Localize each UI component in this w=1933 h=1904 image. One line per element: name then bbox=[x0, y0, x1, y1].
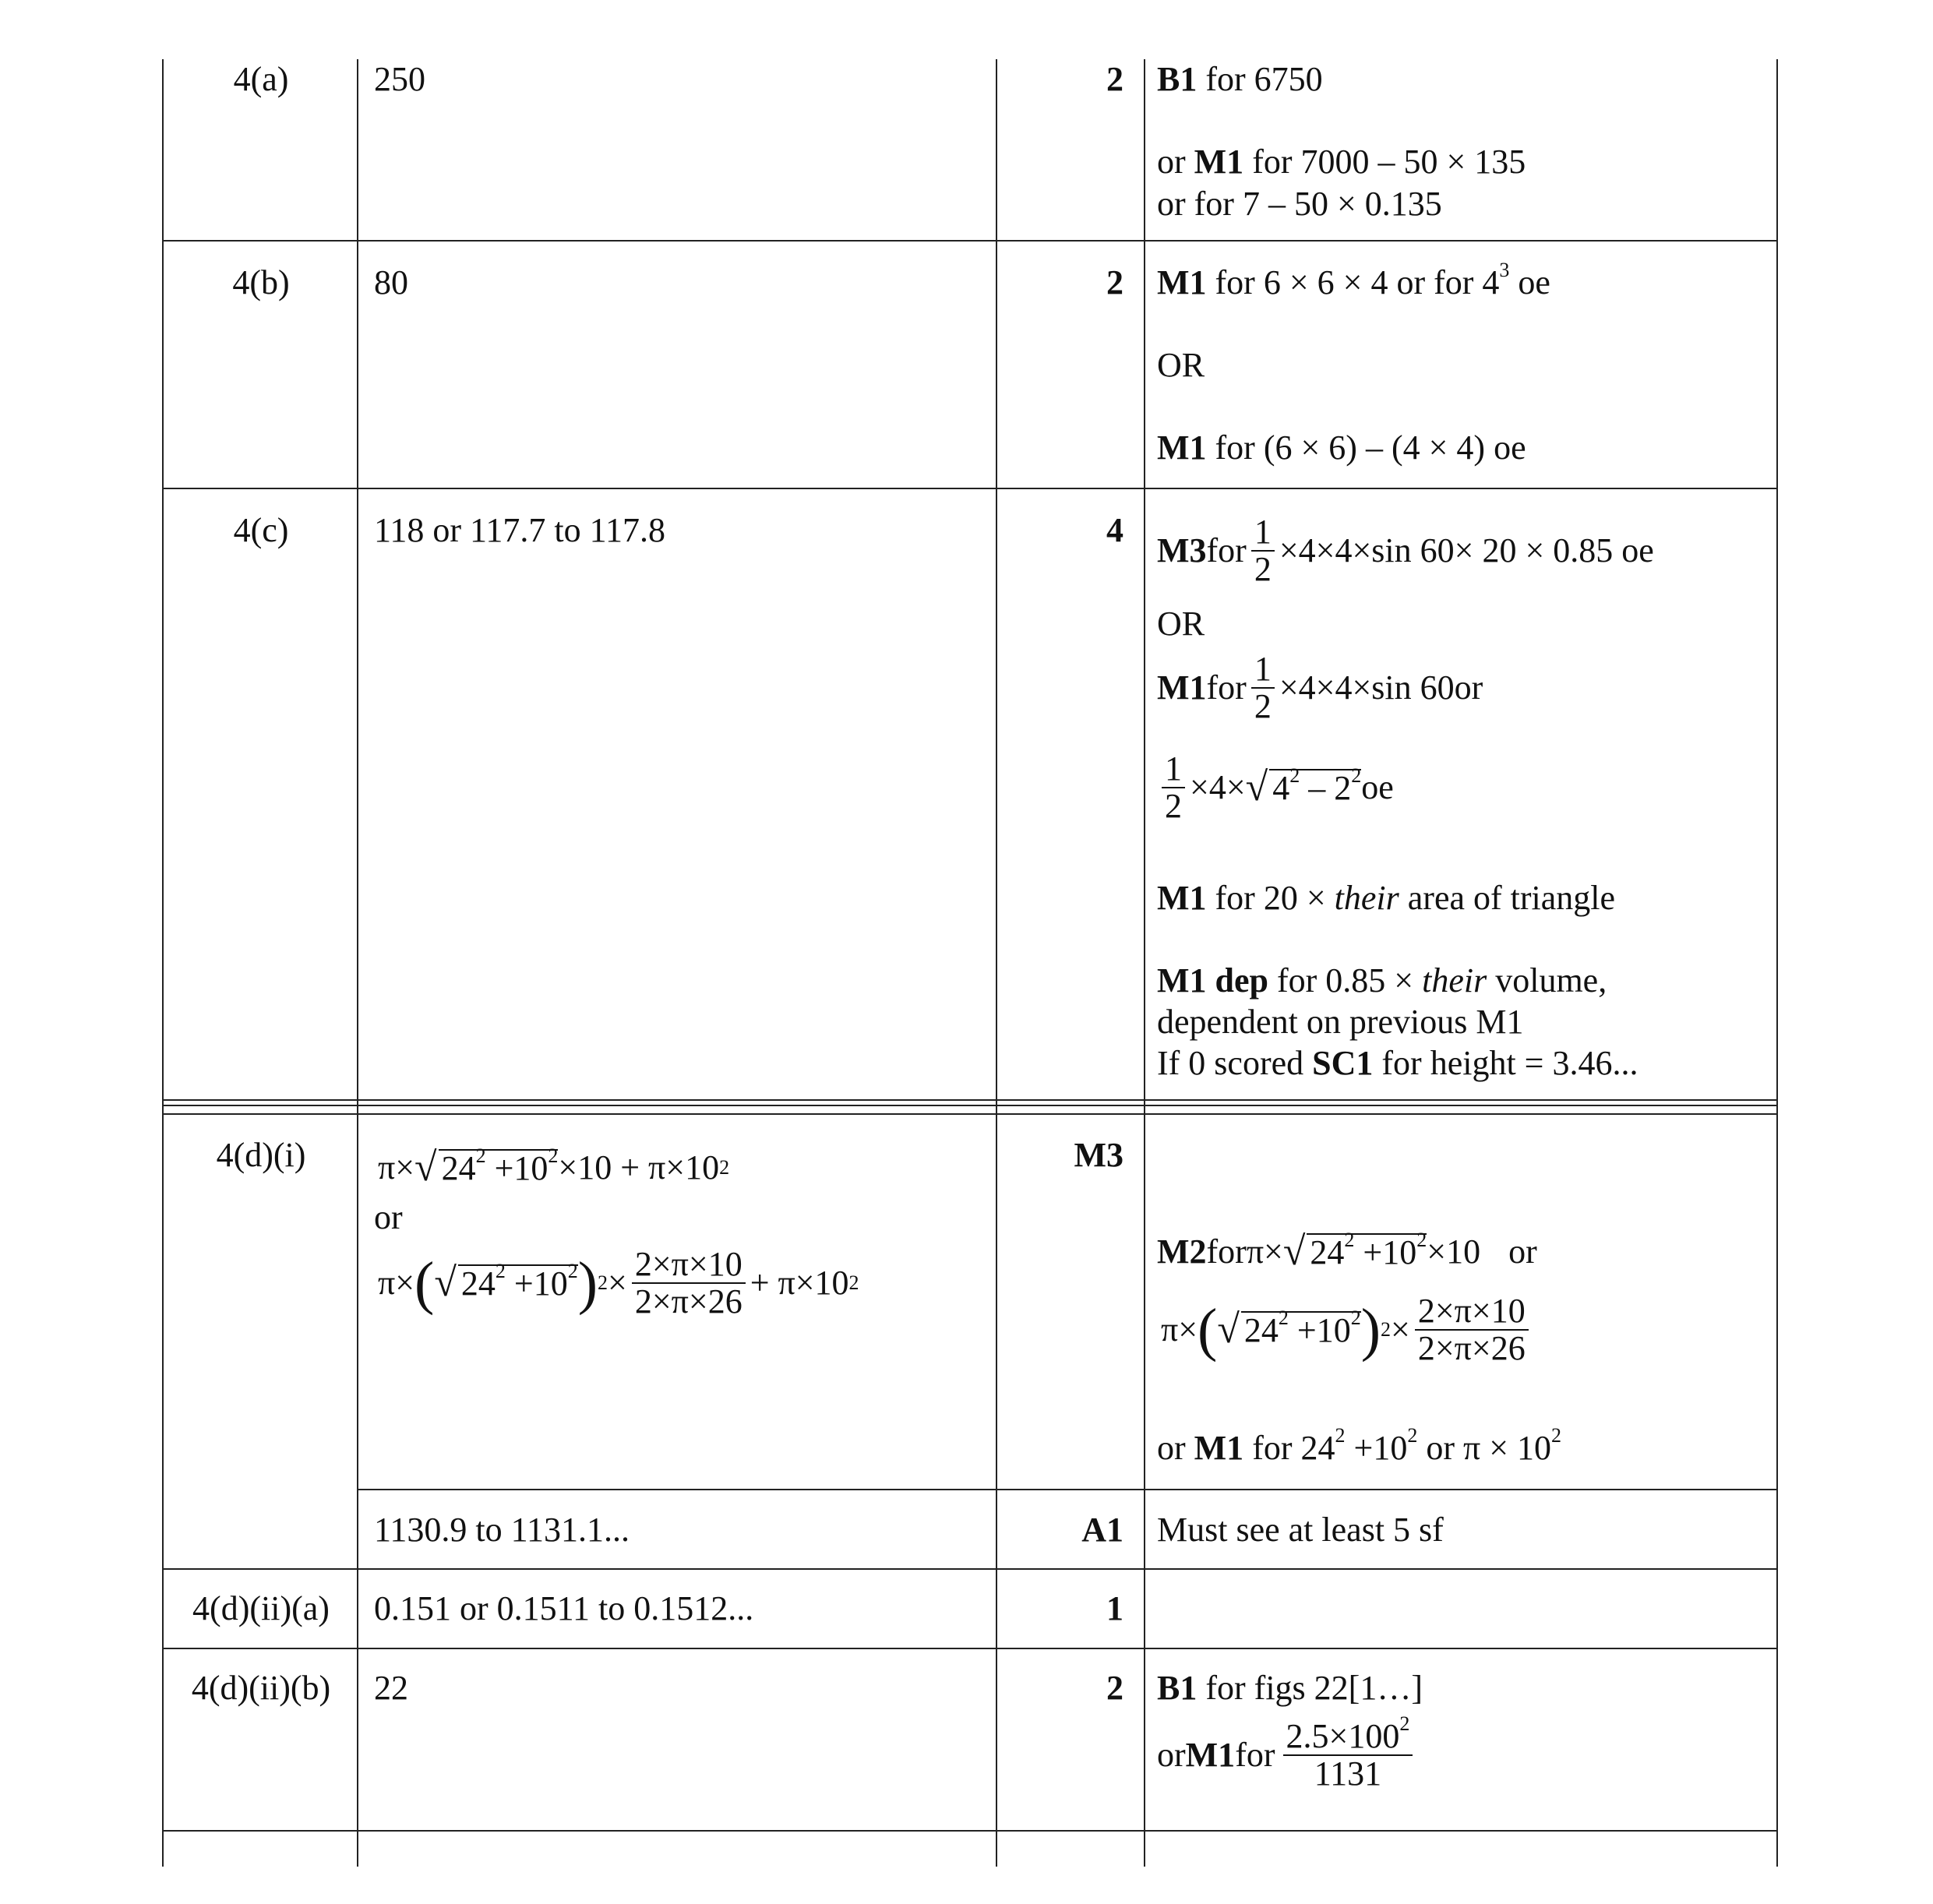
question-number: 4(d)(ii)(a) bbox=[192, 1589, 330, 1627]
marks: 2 bbox=[1106, 263, 1123, 301]
mark-code: B1 bbox=[1157, 1669, 1198, 1707]
row-divider bbox=[162, 240, 1778, 242]
marks: 2 bbox=[1106, 60, 1123, 98]
guidance-text: OR bbox=[1157, 346, 1205, 384]
math-expression: ×10 + π×10 bbox=[558, 1148, 720, 1186]
math-expression: ×4×4×sin 60 bbox=[1279, 668, 1455, 707]
answer: 0.151 or 0.1511 to 0.1512... bbox=[374, 1589, 754, 1627]
guidance-text: OR bbox=[1157, 605, 1205, 643]
guidance-text: for bbox=[1235, 1736, 1275, 1774]
guidance-text: for 7000 – 50 × 135 bbox=[1243, 143, 1526, 181]
table-divider-guidance bbox=[1144, 59, 1145, 1867]
radicand: $24^2 +10^2$ bbox=[439, 1149, 559, 1186]
sqrt-icon: √ bbox=[1245, 765, 1268, 809]
row-divider-partial bbox=[357, 1489, 1778, 1490]
fraction: $\frac{1}{2}$ bbox=[1251, 514, 1275, 587]
guidance-text: for bbox=[1206, 668, 1247, 707]
guidance-text: for 20 × bbox=[1206, 879, 1335, 917]
sqrt-icon: √ bbox=[1217, 1307, 1240, 1352]
row-divider bbox=[162, 488, 1778, 489]
mark-code: M1 bbox=[1157, 879, 1207, 917]
table-border-right bbox=[1776, 59, 1778, 1867]
answer: 118 or 117.7 to 117.8 bbox=[374, 511, 665, 549]
math-expression: π× bbox=[1161, 1310, 1198, 1349]
fraction: $\frac{2.5\times 100^2}{1131}$ bbox=[1283, 1719, 1413, 1792]
mark-code: M2 bbox=[1157, 1232, 1207, 1271]
mark-code: M1 bbox=[1185, 1736, 1236, 1774]
math-expression: π× bbox=[1246, 1232, 1283, 1271]
radicand: $4^2 - 2^2$ bbox=[1269, 769, 1361, 806]
right-paren-icon: ) bbox=[1360, 1297, 1381, 1363]
guidance-text: for (6 × 6) – (4 × 4) oe bbox=[1206, 428, 1526, 467]
guidance-text: for figs 22[1…] bbox=[1197, 1669, 1423, 1707]
question-number: 4(d)(i) bbox=[216, 1136, 306, 1174]
fraction: $\frac{2\times\pi\times 10}{2\times\pi\times 26}$ bbox=[632, 1246, 746, 1320]
guidance-text: for 0.85 × bbox=[1268, 961, 1423, 1000]
question-number: 4(d)(ii)(b) bbox=[191, 1669, 331, 1707]
radicand: $24^2 +10^2$ bbox=[1307, 1233, 1427, 1271]
math-expression: ×4×4×sin 60 bbox=[1279, 531, 1455, 569]
guidance-text: or for 7 – 50 × 0.135 bbox=[1157, 185, 1442, 223]
row-divider bbox=[162, 1113, 1778, 1115]
superscript: 2 bbox=[1407, 1424, 1418, 1447]
marks: 1 bbox=[1106, 1589, 1123, 1627]
guidance-text: for bbox=[1206, 531, 1247, 569]
guidance-text: for bbox=[1206, 1232, 1247, 1271]
mark-code: M1 dep bbox=[1157, 961, 1268, 1000]
guidance: Must see at least 5 sf bbox=[1157, 1511, 1444, 1549]
guidance-text: or bbox=[1508, 1232, 1537, 1271]
guidance-text: × 20 × 0.85 oe bbox=[1454, 531, 1654, 569]
math-expression: +10 bbox=[1345, 1429, 1408, 1467]
mark-code: M1 bbox=[1157, 428, 1207, 467]
math-expression: π× bbox=[378, 1264, 415, 1302]
guidance-text: for 6750 bbox=[1197, 60, 1323, 98]
guidance-text: or bbox=[1157, 1429, 1194, 1467]
mark-scheme-page: 4(a) 250 2 B1 for 6750 or M1 for 7000 – 50 × 135 or for 7 – 50 × 0.135 4(b) 80 2 M1 for 6 × 6 × 4 or for $4^3$ oe OR M1 for (6 × 6) – (4 × 4) oe 4(c) 118 or 117.7 to 117.8 4 M3 for $\frac{1}{2}$ ×4×4×sin 60 × 20 × 0.85 oe OR M1 for $\frac{1}{2}$ ×4×4×sin 60 or $\frac{1}{2}$ ×4× √ $4^2 - 2^2$ oe M1 for 20 × their area of triangle M1 dep for 0.85 × their volume, dependent on previous M1 If 0 scored SC1 for height = 3.46... 4(d)(i) M3 π× √ $24^2 +10^2$ ×10 + π×10 2 or π× ( √ $24^2 +10^2$ ) 2 × $\frac{2\times\pi\times 10}{2\times\pi\times 26}$ + π×10 2 M2 for π× √ $24^2 +10^2$ ×10 or π× ( √ $24^2 +10^2$ ) 2 × $\frac{2\times\pi\times 10}{2\times\pi\times 26}$ or M1 for $24^2 +10^2$ or $\pi \times 10^2$ 1130.9 to 1131.1... A1 Must see at least 5 sf 4(d)(ii)(a) 0.151 or 0.1511 to 0.1512... 1 4(d)(ii)(b) 22 2 B1 for figs 22[1…] or M1 for $\frac{2.5\times 100^2}{1131}$ bbox=[0, 0, 1933, 1904]
answer-text: or bbox=[374, 1198, 403, 1236]
guidance-text: area of triangle bbox=[1399, 879, 1616, 917]
superscript: 2 bbox=[1551, 1424, 1562, 1447]
guidance-text: or bbox=[1157, 1736, 1186, 1774]
guidance-text: dependent on previous M1 bbox=[1157, 1003, 1524, 1041]
row-divider bbox=[162, 1568, 1778, 1570]
answer: 22 bbox=[374, 1669, 408, 1707]
guidance bbox=[1157, 259, 1550, 469]
question-number: 4(a) bbox=[233, 60, 289, 98]
math-expression: 24 bbox=[1300, 1429, 1335, 1467]
mark-code: B1 bbox=[1157, 60, 1198, 98]
guidance-text: oe bbox=[1509, 263, 1550, 301]
math-expression: π× bbox=[378, 1148, 415, 1186]
marks: A1 bbox=[1081, 1511, 1123, 1549]
guidance-text: If 0 scored bbox=[1157, 1044, 1313, 1082]
mark-code: SC1 bbox=[1312, 1044, 1374, 1082]
guidance-text: or bbox=[1157, 143, 1194, 181]
math-expression: ×4× bbox=[1190, 768, 1246, 806]
row-divider bbox=[162, 1830, 1778, 1832]
question-number: 4(c) bbox=[233, 511, 289, 549]
question-number: 4(b) bbox=[232, 263, 290, 301]
mark-code: M3 bbox=[1157, 531, 1207, 569]
mark-code: M1 bbox=[1157, 668, 1207, 707]
fraction: $\frac{1}{2}$ bbox=[1162, 751, 1185, 824]
mark-code: M1 bbox=[1157, 263, 1207, 301]
superscript: 2 bbox=[1335, 1424, 1346, 1447]
answer: 250 bbox=[374, 60, 425, 98]
guidance-text: or π × 10 bbox=[1417, 1429, 1552, 1467]
guidance-text: oe bbox=[1361, 768, 1394, 806]
mark-code: M1 bbox=[1194, 143, 1244, 181]
row-divider bbox=[162, 1099, 1778, 1101]
guidance-text: volume, bbox=[1487, 961, 1607, 1000]
math-expression: ×10 bbox=[1427, 1232, 1481, 1271]
sqrt-icon: √ bbox=[1282, 1229, 1306, 1274]
math-expression: × bbox=[608, 1264, 627, 1302]
marks: M3 bbox=[1074, 1136, 1123, 1174]
guidance bbox=[1157, 58, 1526, 225]
row-divider bbox=[162, 1648, 1778, 1649]
marks: 2 bbox=[1106, 1669, 1123, 1707]
guidance-italic: their bbox=[1334, 879, 1399, 917]
answer: 80 bbox=[374, 263, 408, 301]
left-paren-icon: ( bbox=[1198, 1297, 1218, 1363]
marks: 4 bbox=[1106, 511, 1123, 549]
mark-code: M1 bbox=[1194, 1429, 1244, 1467]
guidance-text: for 6 × 6 × 4 or for 4 bbox=[1206, 263, 1500, 301]
radicand: $24^2 +10^2$ bbox=[458, 1264, 578, 1302]
math-expression: × bbox=[1391, 1310, 1410, 1349]
math-expression: + π×10 bbox=[750, 1264, 849, 1302]
right-paren-icon: ) bbox=[577, 1250, 598, 1316]
fraction: $\frac{2\times\pi\times 10}{2\times\pi\times 26}$ bbox=[1415, 1293, 1529, 1366]
guidance-text: or bbox=[1454, 668, 1483, 707]
superscript: 3 bbox=[1499, 259, 1510, 281]
guidance-text: for height = 3.46... bbox=[1373, 1044, 1638, 1082]
sqrt-icon: √ bbox=[434, 1261, 457, 1305]
sqrt-icon: √ bbox=[414, 1145, 437, 1190]
answer: 1130.9 to 1131.1... bbox=[374, 1511, 630, 1549]
row-divider bbox=[162, 1105, 1778, 1106]
guidance-italic: their bbox=[1422, 961, 1487, 1000]
guidance-text: for bbox=[1243, 1429, 1301, 1467]
left-paren-icon: ( bbox=[414, 1250, 435, 1316]
fraction: $\frac{1}{2}$ bbox=[1251, 651, 1275, 725]
radicand: $24^2 +10^2$ bbox=[1241, 1311, 1361, 1349]
